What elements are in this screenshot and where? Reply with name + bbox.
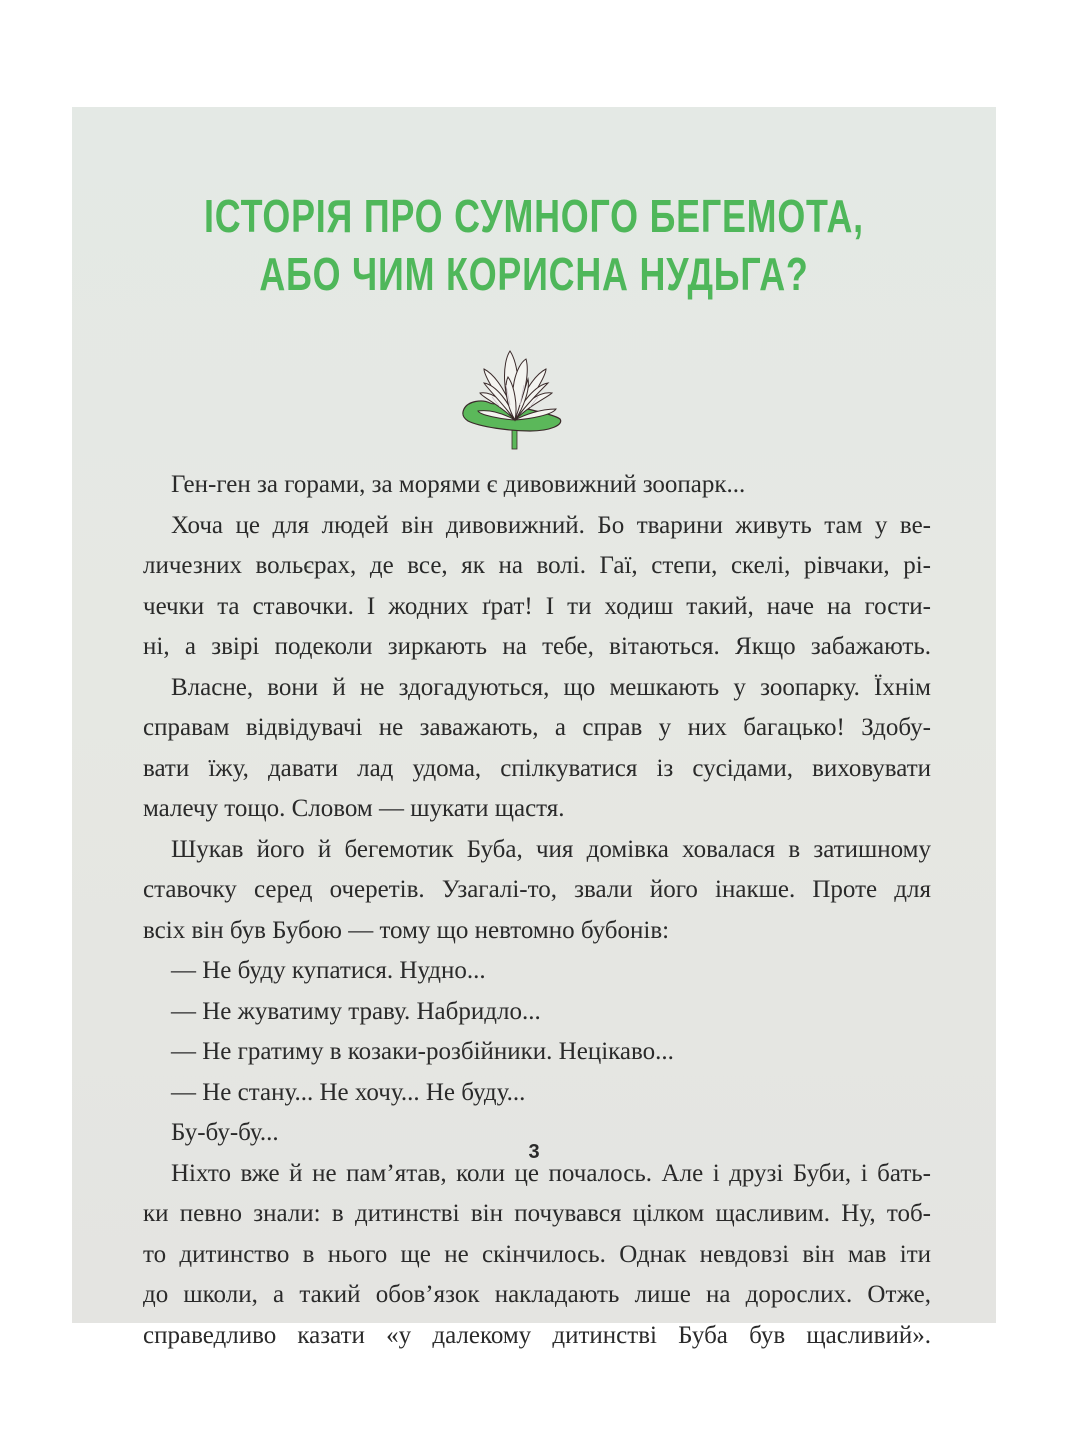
story-text	[143, 465, 931, 1356]
text-line: Бу-бу-бу...	[171, 1119, 279, 1146]
text-line: вати їжу, давати лад удома, спілкуватися із сусідами, виховувати	[143, 754, 931, 782]
text-line: всіх він був Бубою — тому що невтомно бубонів:	[143, 916, 670, 944]
text-line: справедливо казати «у далекому дитинстві Буба був щасливий».	[143, 1321, 931, 1349]
book-page	[72, 107, 996, 1349]
text-line: справам відвідувачі не заважають, а справ у них багацько! Здобу-	[143, 714, 931, 741]
dialogue-line: — Не буду купатися. Нудно...	[171, 957, 486, 984]
text-line: Шукав його й бегемотик Буба, чия домівка ховалася в затишному	[171, 835, 931, 863]
page-number: 3	[528, 1141, 540, 1163]
text-line: Ніхто вже й не пам’ятав, коли це почалось. Але і друзі Буби, і бать-	[171, 1159, 931, 1187]
text-line: малечу тощо. Словом — шукати щастя.	[143, 795, 565, 822]
dialogue-line: — Не жуватиму траву. Набридло...	[171, 997, 541, 1025]
chapter-title-line-2: АБО ЧИМ КОРИСНА НУДЬГА?	[259, 248, 809, 300]
dialogue-line: — Не стану... Не хочу... Не буду...	[171, 1078, 526, 1106]
dialogue-line: — Не гратиму в козаки-розбійники. Нецікаво...	[171, 1038, 674, 1065]
text-line: Власне, вони й не здогадуються, що мешкають у зоопарку. Їхнім	[171, 673, 931, 701]
text-line: Ген-ген за горами, за морями є дивовижний зоопарк...	[171, 471, 746, 498]
text-line: личезних вольєрах, де все, як на волі. Гаї, степи, скелі, рівчаки, рі-	[143, 552, 931, 579]
text-line: то дитинство в нього ще не скінчилось. Однак невдовзі він мав іти	[143, 1240, 931, 1268]
text-line: ні, а звірі подеколи зиркають на тебе, вітаються. Якщо забажають.	[143, 633, 931, 660]
chapter-title-line-1: ІСТОРІЯ ПРО СУМНОГО БЕГЕМОТА,	[204, 190, 864, 242]
text-line: ки певно знали: в дитинстві він почувався цілком щасливим. Ну, тоб-	[143, 1200, 931, 1227]
chapter-title	[174, 187, 895, 303]
text-line: до школи, а такий обов’язок накладають лише на дорослих. Отже,	[143, 1281, 931, 1308]
text-line: ставочку серед очеретів. Узагалі-то, звали його інакше. Проте для	[143, 876, 931, 903]
water-lily-icon	[460, 345, 570, 450]
text-line: Хоча це для людей він дивовижний. Бо тварини живуть там у ве-	[171, 511, 931, 539]
text-line: чечки та ставочки. І жодних ґрат! І ти ходиш такий, наче на гости-	[143, 592, 931, 620]
